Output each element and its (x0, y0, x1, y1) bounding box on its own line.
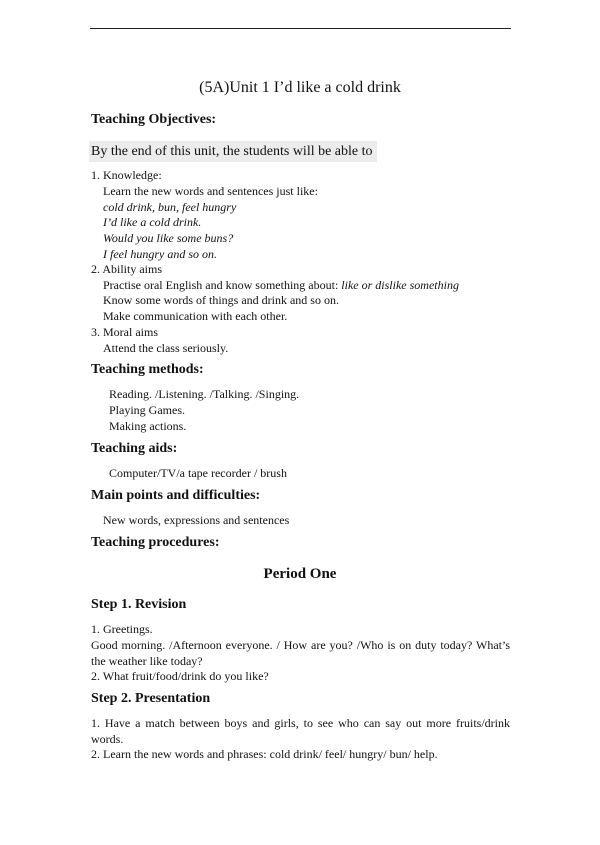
knowledge-example: cold drink, bun, feel hungry (103, 200, 237, 214)
aids-line: Computer/TV/a tape recorder / brush (109, 466, 287, 480)
ability-line-text: Practise oral English and know something about: (103, 278, 342, 292)
method-line: Reading. /Listening. /Talking. /Singing. (109, 387, 300, 401)
step1-line: 1. Greetings. (91, 622, 153, 636)
teaching-objectives-heading: Teaching Objectives: (91, 112, 217, 127)
step1-heading: Step 1. Revision (91, 597, 187, 612)
objectives-intro: By the end of this unit, the students will be able to (89, 141, 377, 162)
ability-line: Know some words of things and drink and so on. (103, 293, 339, 307)
step2-line: 2. Learn the new words and phrases: cold drink/ feel/ hungry/ bun/ help. (91, 747, 438, 761)
document-title: (5A)Unit 1 I’d like a cold drink (199, 79, 401, 96)
ability-line-italic: like or dislike something (341, 278, 459, 292)
ability-label: 2. Ability aims (91, 262, 163, 276)
moral-label: 3. Moral aims (91, 325, 158, 339)
main-points-line: New words, expressions and sentences (103, 513, 290, 527)
knowledge-example: Would you like some buns? (103, 231, 234, 245)
method-line: Playing Games. (109, 403, 185, 417)
ability-line: Make communication with each other. (103, 309, 288, 323)
step1-paragraph: Good morning. /Afternoon everyone. / How are you? /Who is on duty today? What’s the weather like today? (91, 638, 510, 668)
teaching-procedures-heading: Teaching procedures: (91, 535, 220, 550)
knowledge-label: 1. Knowledge: (91, 168, 162, 182)
knowledge-line: Learn the new words and sentences just like: (103, 184, 318, 198)
knowledge-example: I’d like a cold drink. (103, 215, 202, 229)
teaching-methods-heading: Teaching methods: (91, 362, 204, 377)
step1-line: 2. What fruit/food/drink do you like? (91, 669, 269, 683)
teaching-aids-heading: Teaching aids: (91, 441, 178, 456)
method-line: Making actions. (109, 419, 187, 433)
ability-line (103, 277, 459, 293)
moral-line: Attend the class seriously. (103, 341, 229, 355)
main-points-heading: Main points and difficulties: (91, 488, 261, 503)
knowledge-example: I feel hungry and so on. (103, 247, 217, 261)
step2-paragraph: 1. Have a match between boys and girls, to see who can say out more fruits/drink words. (91, 716, 510, 746)
header-rule (90, 28, 511, 29)
period-title: Period One (263, 566, 337, 582)
step2-heading: Step 2. Presentation (91, 691, 211, 706)
